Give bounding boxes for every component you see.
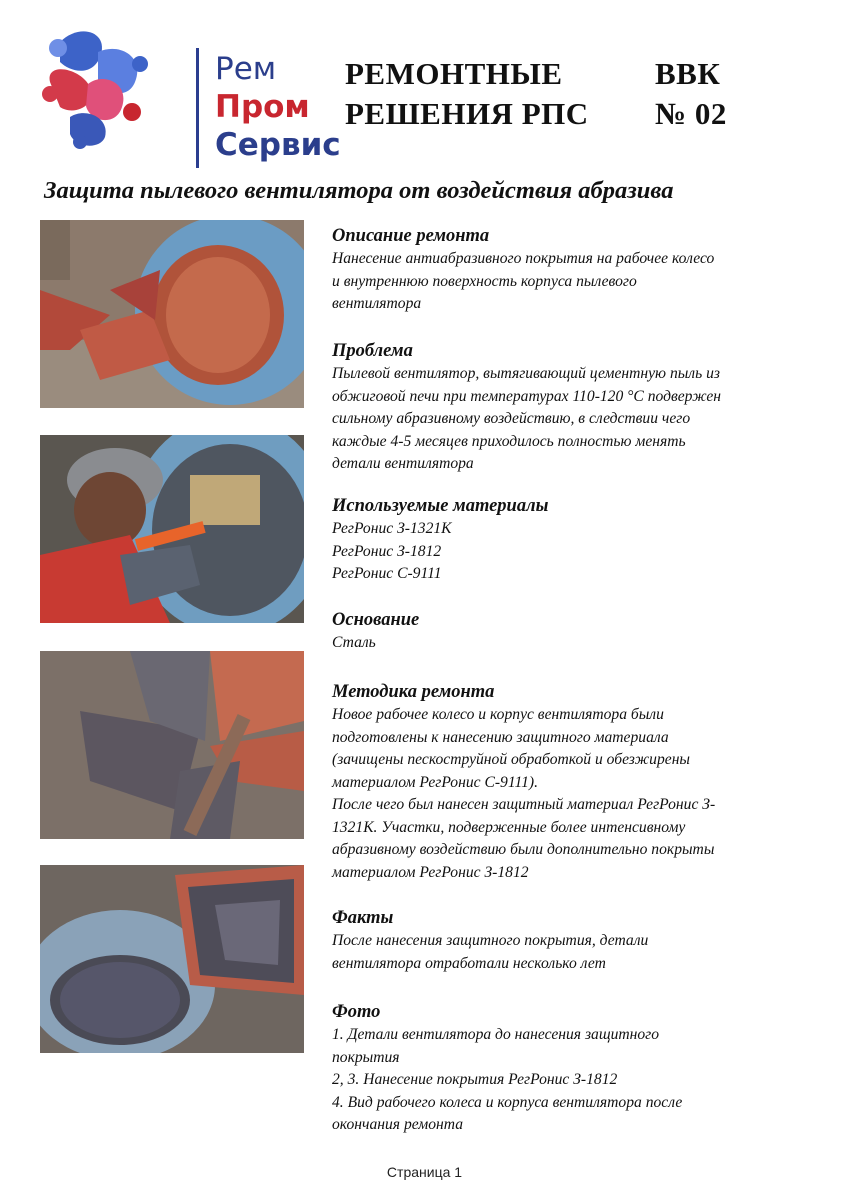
section-materials [332, 494, 772, 586]
section-base-heading: Основание [332, 610, 420, 630]
section-method-line: материалом РегРонис С-9111). [332, 773, 538, 791]
section-materials-heading: Используемые материалы [332, 496, 549, 516]
section-photo-heading: Фото [332, 1002, 381, 1022]
section-facts-line: После нанесения защитного покрытия, детали [332, 932, 649, 949]
header-left-line2: РЕШЕНИЯ РПС [345, 96, 589, 131]
section-photo-line: 4. Вид рабочего колеса и корпуса вентилятора после [332, 1093, 683, 1111]
worker-applying-coating-photo-icon [40, 435, 304, 623]
section-facts-line: вентилятора отработали несколько лет [332, 954, 606, 972]
section-problem-heading: Проблема [332, 341, 413, 361]
section-problem [332, 339, 772, 476]
document-title: Защита пылевого вентилятора от воздействия абразива [44, 177, 674, 204]
section-method-line: 1321К. Участки, подверженные более интенсивному [332, 818, 686, 836]
logo-divider [196, 48, 199, 168]
logo-text [215, 50, 341, 164]
photo-coated-impeller [40, 651, 304, 839]
logo-line-prom: Пром [215, 89, 310, 125]
section-facts [332, 906, 772, 975]
section-problem-line: сильному абразивному воздействию, в следствии чего [332, 410, 691, 427]
header-left-line1: РЕМОНТНЫЕ [345, 56, 563, 91]
section-description-line: и внутреннюю поверхность корпуса пылевого [332, 272, 637, 290]
page-number: Страница 1 [386, 1164, 463, 1180]
section-materials-line: РегРонис З-1321К [332, 520, 452, 537]
section-photo-line: 2, 3. Нанесение покрытия РегРонис З-1812 [332, 1071, 618, 1088]
section-photo-line: 1. Детали вентилятора до нанесения защитного [332, 1026, 660, 1043]
section-problem-line: Пылевой вентилятор, вытягивающий цементную пыль из [332, 365, 720, 382]
section-method-line: абразивному воздействию были дополнительно покрыты [332, 841, 715, 858]
section-method-line: После чего был нанесен защитный материал РегРонис З- [332, 796, 716, 813]
section-description-line: вентилятора [332, 295, 422, 312]
logo-mark-icon [40, 22, 160, 150]
section-problem-line: обжиговой печи при температурах 110-120 °С подвержен [332, 387, 722, 405]
header-title [345, 54, 589, 134]
section-method [332, 680, 772, 884]
logo-line-rem: Рем [215, 51, 277, 87]
section-description [332, 224, 772, 316]
header-right-line2: № 02 [655, 96, 727, 131]
section-facts-heading: Факты [332, 908, 394, 928]
coated-housing-photo-icon [40, 865, 304, 1053]
photo-coated-housing [40, 865, 304, 1053]
photo-worker-applying-coating [40, 435, 304, 623]
section-materials-line: РегРонис З-1812 [332, 542, 442, 560]
section-photo [332, 1000, 772, 1137]
section-base-line: Сталь [332, 634, 376, 651]
header-right-line1: ВВК [655, 56, 721, 91]
section-method-line: Новое рабочее колесо и корпус вентилятора были [332, 706, 664, 723]
section-method-line: (зачищены пескоструйной обработкой и обезжирены [332, 751, 690, 768]
section-problem-line: каждые 4-5 месяцев приходилось полностью менять [332, 432, 686, 450]
section-method-line: подготовлены к нанесению защитного материала [332, 728, 669, 746]
section-base [332, 608, 772, 655]
photo-fan-parts-before [40, 220, 304, 408]
section-method-heading: Методика ремонта [332, 682, 495, 702]
section-materials-line: РегРонис С-9111 [332, 565, 442, 582]
section-description-heading: Описание ремонта [332, 226, 490, 246]
logo-line-servis: Сервис [215, 127, 341, 163]
section-description-line: Нанесение антиабразивного покрытия на рабочее колесо [332, 250, 715, 267]
section-photo-line: окончания ремонта [332, 1116, 464, 1133]
section-problem-line: детали вентилятора [332, 455, 474, 472]
fan-parts-before-photo-icon [40, 220, 304, 408]
header-doc-number [655, 54, 727, 134]
company-logo [40, 22, 341, 163]
coated-impeller-photo-icon [40, 651, 304, 839]
section-method-line: материалом РегРонис З-1812 [332, 863, 529, 881]
section-photo-line: покрытия [332, 1048, 400, 1066]
